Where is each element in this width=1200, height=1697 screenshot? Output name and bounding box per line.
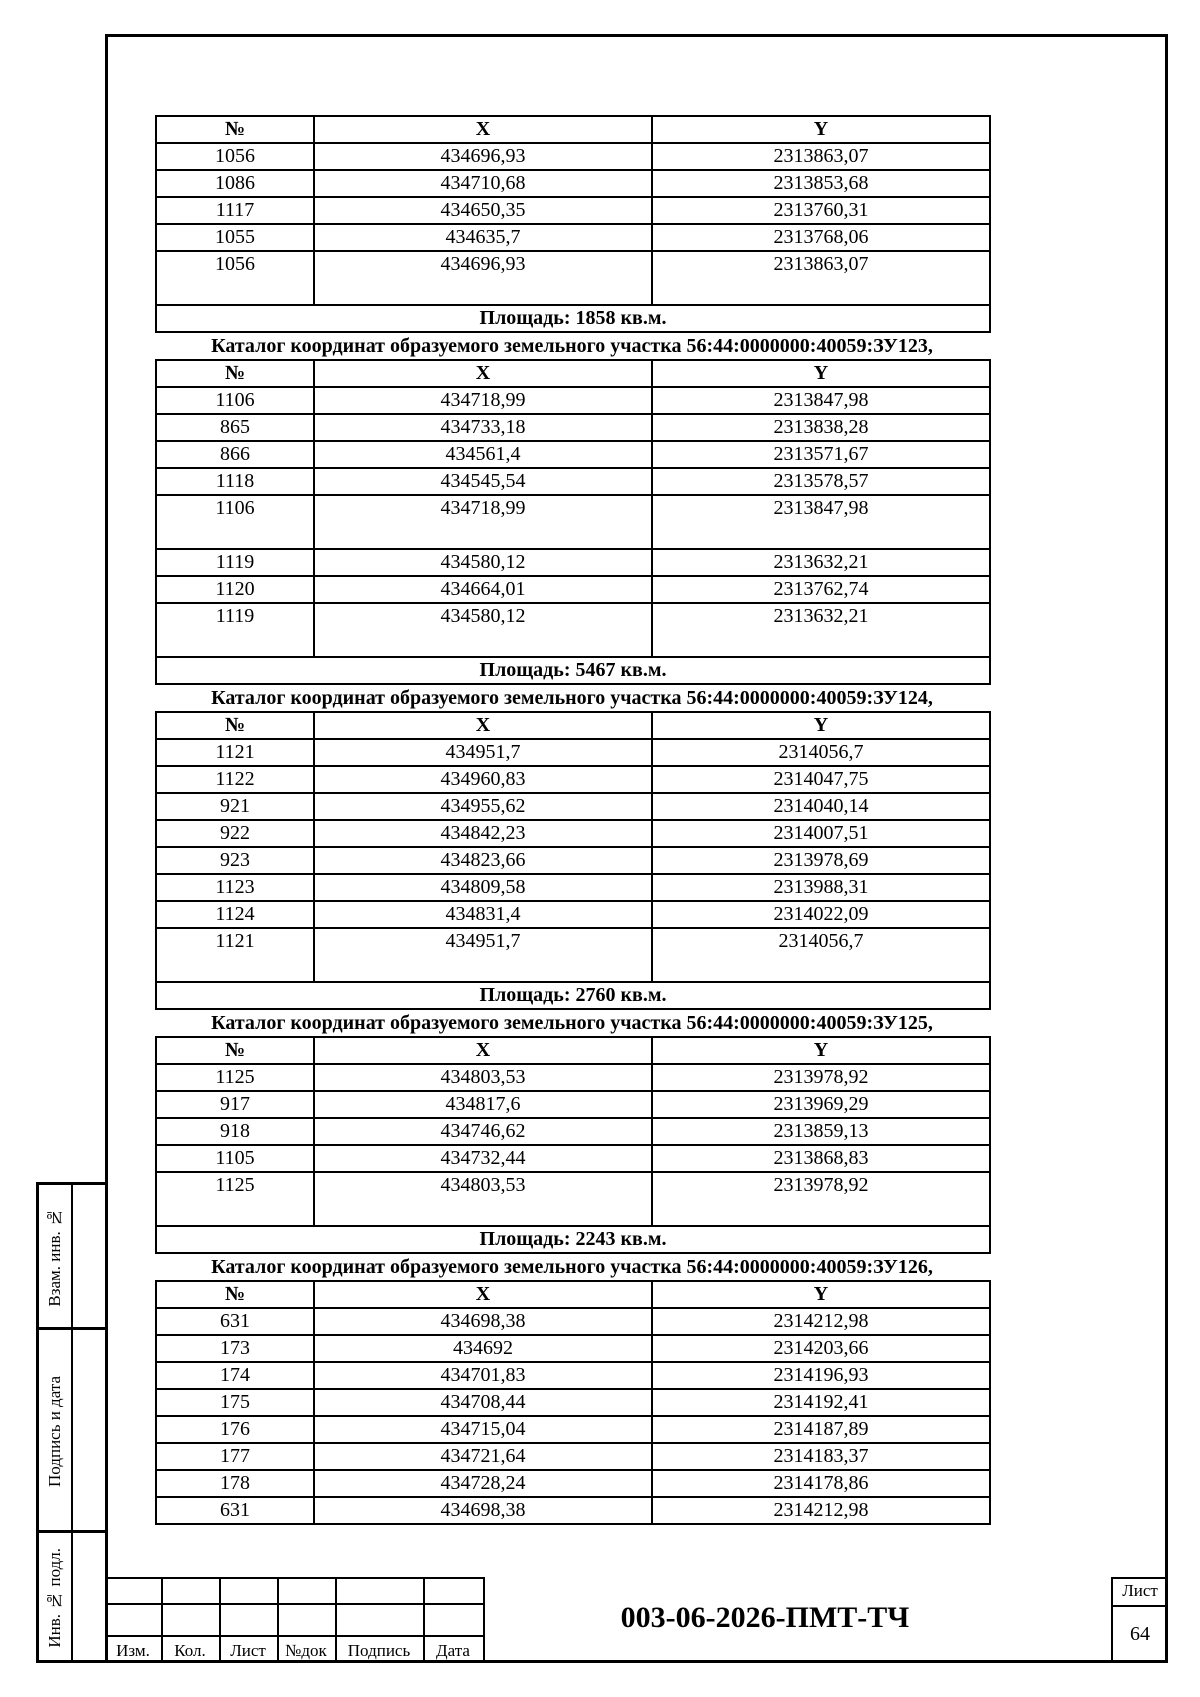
- table-row: [156, 143, 990, 170]
- table-row: [156, 1308, 990, 1335]
- side-label-podpis: Подпись и дата: [45, 1376, 64, 1487]
- table-row: [156, 1064, 990, 1091]
- header-x: X: [314, 712, 652, 739]
- cell-x: 434692: [314, 1335, 652, 1362]
- area-text: Площадь: 2760 кв.м.: [156, 982, 990, 1009]
- stamp-label-podpis: Подпись: [347, 1641, 411, 1660]
- header-y: Y: [652, 1037, 990, 1064]
- cell-num: 922: [156, 820, 314, 847]
- cell-x: 434733,18: [314, 414, 652, 441]
- table-row: [156, 468, 990, 495]
- header-y: Y: [652, 1281, 990, 1308]
- cell-num: 631: [156, 1308, 314, 1335]
- cell-num: 1121: [156, 739, 314, 766]
- table-row: [156, 766, 990, 793]
- cell-num: 1056: [156, 143, 314, 170]
- cell-y: 2314192,41: [652, 1389, 990, 1416]
- cell-y: 2314212,98: [652, 1497, 990, 1524]
- table-row: [156, 251, 990, 305]
- cell-x: 434701,83: [314, 1362, 652, 1389]
- cell-y: 2314183,37: [652, 1443, 990, 1470]
- table-row: [156, 495, 990, 549]
- header-y: Y: [652, 712, 990, 739]
- table-row: [156, 1335, 990, 1362]
- cell-num: 865: [156, 414, 314, 441]
- table-header-row: [156, 360, 990, 387]
- cell-num: 1123: [156, 874, 314, 901]
- table-row: [156, 793, 990, 820]
- table-row: [156, 1389, 990, 1416]
- cell-y: 2313978,69: [652, 847, 990, 874]
- table-row: [156, 847, 990, 874]
- table-header-row: [156, 116, 990, 143]
- coord-table-zu125: [155, 1036, 991, 1254]
- cell-y: 2313853,68: [652, 170, 990, 197]
- cell-num: 1124: [156, 901, 314, 928]
- cell-y: 2313762,74: [652, 576, 990, 603]
- stamp-label-izm: Изм.: [116, 1641, 150, 1660]
- table-row: [156, 1118, 990, 1145]
- cell-num: 1122: [156, 766, 314, 793]
- coord-table-1: [155, 115, 991, 333]
- side-label-podpis-wrap: [39, 1330, 71, 1533]
- table-row: [156, 739, 990, 766]
- cell-num: 918: [156, 1118, 314, 1145]
- cell-y: 2313632,21: [652, 603, 990, 657]
- cell-y: 2313978,92: [652, 1172, 990, 1226]
- sheet-number: 64: [1130, 1623, 1150, 1645]
- cell-num: 1125: [156, 1172, 314, 1226]
- cell-num: 1106: [156, 387, 314, 414]
- table-row: [156, 928, 990, 982]
- cell-y: 2314007,51: [652, 820, 990, 847]
- cell-num: 173: [156, 1335, 314, 1362]
- cell-x: 434635,7: [314, 224, 652, 251]
- cell-y: 2313838,28: [652, 414, 990, 441]
- cell-x: 434809,58: [314, 874, 652, 901]
- cell-x: 434951,7: [314, 928, 652, 982]
- header-x: X: [314, 116, 652, 143]
- cell-y: 2313847,98: [652, 495, 990, 549]
- cell-num: 1119: [156, 549, 314, 576]
- area-row: [156, 305, 990, 332]
- cell-x: 434718,99: [314, 495, 652, 549]
- table-row: [156, 576, 990, 603]
- cell-num: 866: [156, 441, 314, 468]
- table-row: [156, 1497, 990, 1524]
- cell-x: 434708,44: [314, 1389, 652, 1416]
- header-num: №: [156, 1037, 314, 1064]
- cell-num: 175: [156, 1389, 314, 1416]
- stamp-line: [1112, 1577, 1168, 1579]
- cell-num: 178: [156, 1470, 314, 1497]
- cell-x: 434732,44: [314, 1145, 652, 1172]
- cell-y: 2314056,7: [652, 739, 990, 766]
- cell-num: 1120: [156, 576, 314, 603]
- table-row: [156, 820, 990, 847]
- sheet-label: Лист: [1122, 1581, 1158, 1600]
- cell-x: 434955,62: [314, 793, 652, 820]
- header-num: №: [156, 1281, 314, 1308]
- cell-num: 921: [156, 793, 314, 820]
- table-row: [156, 549, 990, 576]
- cell-x: 434728,24: [314, 1470, 652, 1497]
- cell-num: 1106: [156, 495, 314, 549]
- cell-x: 434842,23: [314, 820, 652, 847]
- cell-x: 434951,7: [314, 739, 652, 766]
- cell-num: 174: [156, 1362, 314, 1389]
- cell-x: 434696,93: [314, 143, 652, 170]
- cell-x: 434803,53: [314, 1064, 652, 1091]
- cell-num: 1118: [156, 468, 314, 495]
- cell-num: 1117: [156, 197, 314, 224]
- cell-x: 434746,62: [314, 1118, 652, 1145]
- area-row: [156, 982, 990, 1009]
- table-row: [156, 387, 990, 414]
- header-y: Y: [652, 360, 990, 387]
- table-header-row: [156, 712, 990, 739]
- cell-x: 434710,68: [314, 170, 652, 197]
- cell-num: 1086: [156, 170, 314, 197]
- cell-x: 434561,4: [314, 441, 652, 468]
- title-block: [105, 1577, 1168, 1663]
- area-row: [156, 657, 990, 684]
- table-row: [156, 1470, 990, 1497]
- table-header-row: [156, 1037, 990, 1064]
- table-row: [156, 1172, 990, 1226]
- cell-y: 2314047,75: [652, 766, 990, 793]
- header-num: №: [156, 712, 314, 739]
- table-row: [156, 1091, 990, 1118]
- cell-y: 2313863,07: [652, 251, 990, 305]
- cell-y: 2313632,21: [652, 549, 990, 576]
- area-text: Площадь: 5467 кв.м.: [156, 657, 990, 684]
- cell-y: 2313571,67: [652, 441, 990, 468]
- table-row: [156, 170, 990, 197]
- catalog-title-zu126: Каталог координат образуемого земельного участка 56:44:0000000:40059:ЗУ126,: [211, 1256, 933, 1278]
- cell-x: 434803,53: [314, 1172, 652, 1226]
- cell-y: 2313859,13: [652, 1118, 990, 1145]
- stamp-label-kol: Кол.: [174, 1641, 206, 1660]
- cell-x: 434698,38: [314, 1308, 652, 1335]
- cell-y: 2313868,83: [652, 1145, 990, 1172]
- table-row: [156, 603, 990, 657]
- cell-y: 2314022,09: [652, 901, 990, 928]
- cell-x: 434960,83: [314, 766, 652, 793]
- cell-num: 1125: [156, 1064, 314, 1091]
- cell-x: 434831,4: [314, 901, 652, 928]
- side-label-inv: Инв. № подл.: [45, 1548, 64, 1648]
- cell-y: 2314178,86: [652, 1470, 990, 1497]
- cell-num: 177: [156, 1443, 314, 1470]
- cell-x: 434718,99: [314, 387, 652, 414]
- cell-x: 434696,93: [314, 251, 652, 305]
- area-text: Площадь: 1858 кв.м.: [156, 305, 990, 332]
- stamp-line: [1112, 1605, 1168, 1607]
- catalog-title-zu124: Каталог координат образуемого земельного участка 56:44:0000000:40059:ЗУ124,: [211, 687, 933, 709]
- coord-table-zu126: [155, 1280, 991, 1525]
- cell-y: 2314196,93: [652, 1362, 990, 1389]
- cell-y: 2314187,89: [652, 1416, 990, 1443]
- side-strip: [36, 1182, 106, 1663]
- cell-y: 2314203,66: [652, 1335, 990, 1362]
- cell-y: 2313863,07: [652, 143, 990, 170]
- cell-y: 2314040,14: [652, 793, 990, 820]
- header-num: №: [156, 360, 314, 387]
- cell-y: 2313978,92: [652, 1064, 990, 1091]
- table-row: [156, 1416, 990, 1443]
- cell-y: 2313760,31: [652, 197, 990, 224]
- cell-y: 2314212,98: [652, 1308, 990, 1335]
- cell-num: 1119: [156, 603, 314, 657]
- side-label-vzam-wrap: [39, 1185, 71, 1330]
- coord-table-zu123: [155, 359, 991, 685]
- cell-num: 923: [156, 847, 314, 874]
- stamp-label-data: Дата: [436, 1641, 470, 1660]
- table-row: [156, 874, 990, 901]
- cell-num: 176: [156, 1416, 314, 1443]
- table-row: [156, 414, 990, 441]
- header-x: X: [314, 1037, 652, 1064]
- side-label-vzam: Взам. инв. №: [45, 1208, 64, 1307]
- cell-x: 434580,12: [314, 603, 652, 657]
- cell-num: 1121: [156, 928, 314, 982]
- cell-x: 434715,04: [314, 1416, 652, 1443]
- table-row: [156, 1443, 990, 1470]
- cell-x: 434664,01: [314, 576, 652, 603]
- table-row: [156, 224, 990, 251]
- cell-num: 1056: [156, 251, 314, 305]
- cell-y: 2313768,06: [652, 224, 990, 251]
- table-row: [156, 197, 990, 224]
- cell-y: 2313578,57: [652, 468, 990, 495]
- cell-num: 1105: [156, 1145, 314, 1172]
- table-row: [156, 1362, 990, 1389]
- cell-x: 434721,64: [314, 1443, 652, 1470]
- document-code: 003-06-2026-ПМТ-ТЧ: [620, 1601, 910, 1634]
- cell-x: 434823,66: [314, 847, 652, 874]
- document-content: [155, 115, 989, 1525]
- table-row: [156, 1145, 990, 1172]
- area-text: Площадь: 2243 кв.м.: [156, 1226, 990, 1253]
- cell-x: 434545,54: [314, 468, 652, 495]
- cell-num: 917: [156, 1091, 314, 1118]
- header-y: Y: [652, 116, 990, 143]
- header-x: X: [314, 1281, 652, 1308]
- stamp-label-list: Лист: [230, 1641, 266, 1660]
- cell-x: 434580,12: [314, 549, 652, 576]
- catalog-title-zu123: Каталог координат образуемого земельного участка 56:44:0000000:40059:ЗУ123,: [211, 335, 933, 357]
- cell-x: 434698,38: [314, 1497, 652, 1524]
- cell-num: 631: [156, 1497, 314, 1524]
- header-num: №: [156, 116, 314, 143]
- cell-num: 1055: [156, 224, 314, 251]
- table-header-row: [156, 1281, 990, 1308]
- stamp-label-ndok: №док: [285, 1641, 327, 1660]
- cell-y: 2313847,98: [652, 387, 990, 414]
- cell-y: 2314056,7: [652, 928, 990, 982]
- cell-y: 2313988,31: [652, 874, 990, 901]
- cell-y: 2313969,29: [652, 1091, 990, 1118]
- side-label-inv-wrap: [39, 1533, 71, 1663]
- catalog-title-zu125: Каталог координат образуемого земельного участка 56:44:0000000:40059:ЗУ125,: [211, 1012, 933, 1034]
- coord-table-zu124: [155, 711, 991, 1010]
- cell-x: 434650,35: [314, 197, 652, 224]
- table-row: [156, 441, 990, 468]
- cell-x: 434817,6: [314, 1091, 652, 1118]
- table-row: [156, 901, 990, 928]
- header-x: X: [314, 360, 652, 387]
- area-row: [156, 1226, 990, 1253]
